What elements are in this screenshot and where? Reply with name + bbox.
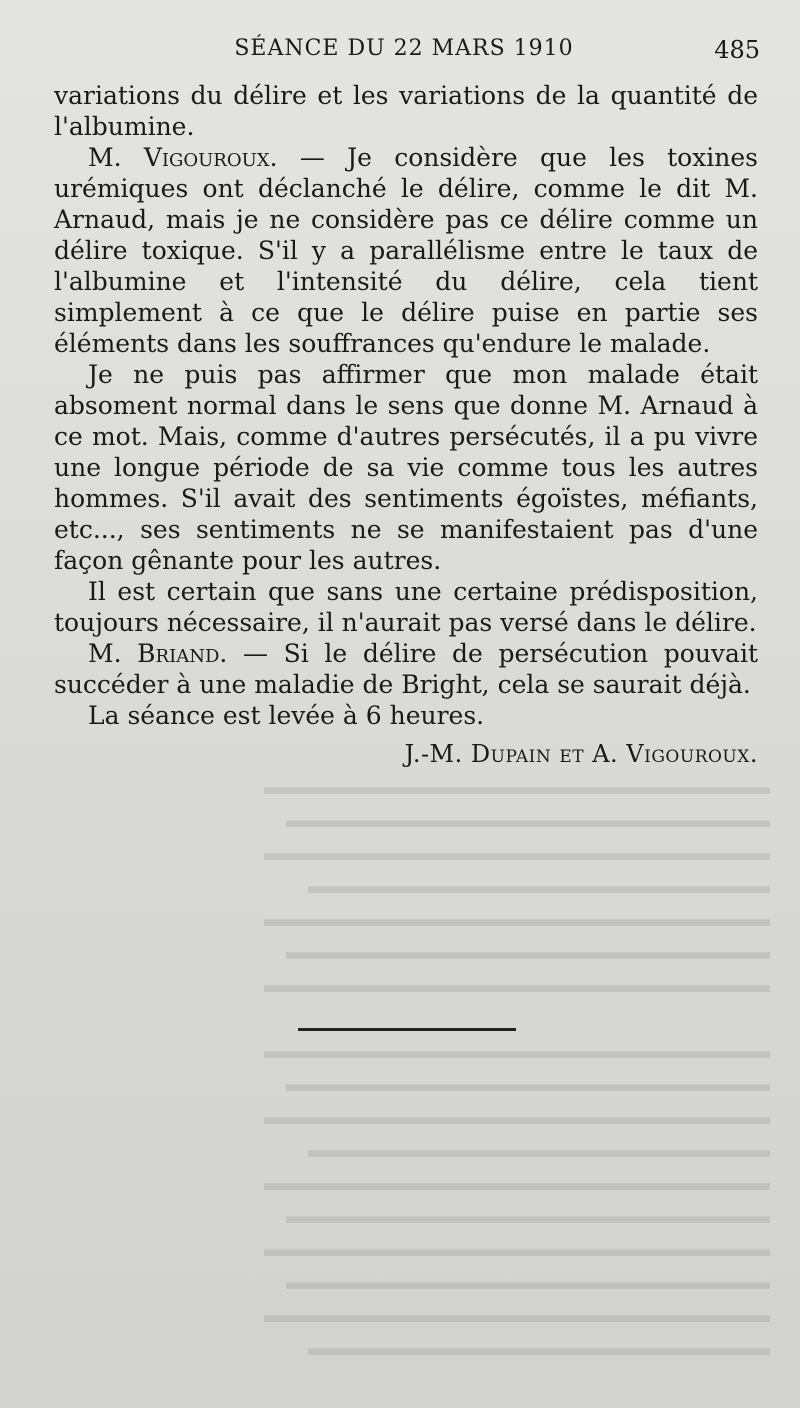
page-header [48,36,760,70]
paragraph-briand [54,638,758,700]
paragraph: Il est certain que sans une certaine prédisposition, toujours nécessaire, il n'aurait pas versé dans le délire. [54,577,758,637]
paragraph-closing: La séance est levée à 6 heures. [88,701,485,730]
speaker-text: — Je considère que les toxines urémiques ont déclanché le délire, comme le dit M. Arnaud, mais je ne considère pas ce délire comme un délire toxique. S'il y a parallélisme entre le taux de l'albumine et l'intensité du délire, cela tient simplement à ce que le délire puise en partie ses éléments dans les souffrances qu'endure le malade. [54,143,759,358]
signature: J.-M. Dupain et A. Vigouroux. [404,740,758,768]
paragraph-continuation: variations du délire et les variations de la quantité de l'albumine. [54,81,758,141]
speaker-name: M. Briand. [88,639,228,668]
section-rule [298,1028,516,1031]
speaker-name: M. Vigouroux. [88,143,278,172]
speaker-text: — Si le délire de persécution pouvait succéder à une maladie de Bright, cela se saurait déjà. [54,639,758,699]
body-text [54,80,758,770]
page-number: 485 [714,36,760,64]
bleed-through-texture: ▬▬▬▬▬▬▬▬▬▬▬▬▬▬▬▬▬▬▬▬▬▬▬ ▬▬▬▬▬▬▬▬▬▬▬▬▬▬▬▬▬▬▬▬▬▬ ▬▬▬▬▬▬▬▬▬▬▬▬▬▬▬▬▬▬▬▬▬▬▬ ▬▬▬▬▬▬▬▬▬▬▬▬▬▬▬▬▬▬▬▬▬ ▬▬▬▬▬▬▬▬▬▬▬▬▬▬▬▬▬▬▬▬▬▬▬ ▬▬▬▬▬▬▬▬▬▬▬▬▬▬▬▬▬▬▬▬▬▬ ▬▬▬▬▬▬▬▬▬▬▬▬▬▬▬▬▬▬▬▬▬▬▬ ▬▬▬▬▬▬▬▬▬▬▬▬▬▬▬▬▬▬▬▬▬▬▬ ▬▬▬▬▬▬▬▬▬▬▬▬▬▬▬▬▬▬▬▬▬▬ ▬▬▬▬▬▬▬▬▬▬▬▬▬▬▬▬▬▬▬▬▬▬▬ ▬▬▬▬▬▬▬▬▬▬▬▬▬▬▬▬▬▬▬▬▬ ▬▬▬▬▬▬▬▬▬▬▬▬▬▬▬▬▬▬▬▬▬▬▬ ▬▬▬▬▬▬▬▬▬▬▬▬▬▬▬▬▬▬▬▬▬▬ ▬▬▬▬▬▬▬▬▬▬▬▬▬▬▬▬▬▬▬▬▬▬▬ ▬▬▬▬▬▬▬▬▬▬▬▬▬▬▬▬▬▬▬▬▬▬ ▬▬▬▬▬▬▬▬▬▬▬▬▬▬▬▬▬▬▬▬▬▬▬ ▬▬▬▬▬▬▬▬▬▬▬▬▬▬▬▬▬▬▬▬▬ [264,774,770,1360]
paragraph-vigouroux [54,142,758,359]
paragraph: Je ne puis pas affirmer que mon malade était absoment normal dans le sens que donne M. Arnaud à ce mot. Mais, comme d'autres persécutés, il a pu vivre une longue période de sa vie comme tous les autres hommes. S'il avait des sentiments égoïstes, méfiants, etc..., ses sentiments ne se manifestaient pas d'une façon gênante pour les autres. [54,360,758,575]
running-head: SÉANCE DU 22 MARS 1910 [234,36,574,61]
